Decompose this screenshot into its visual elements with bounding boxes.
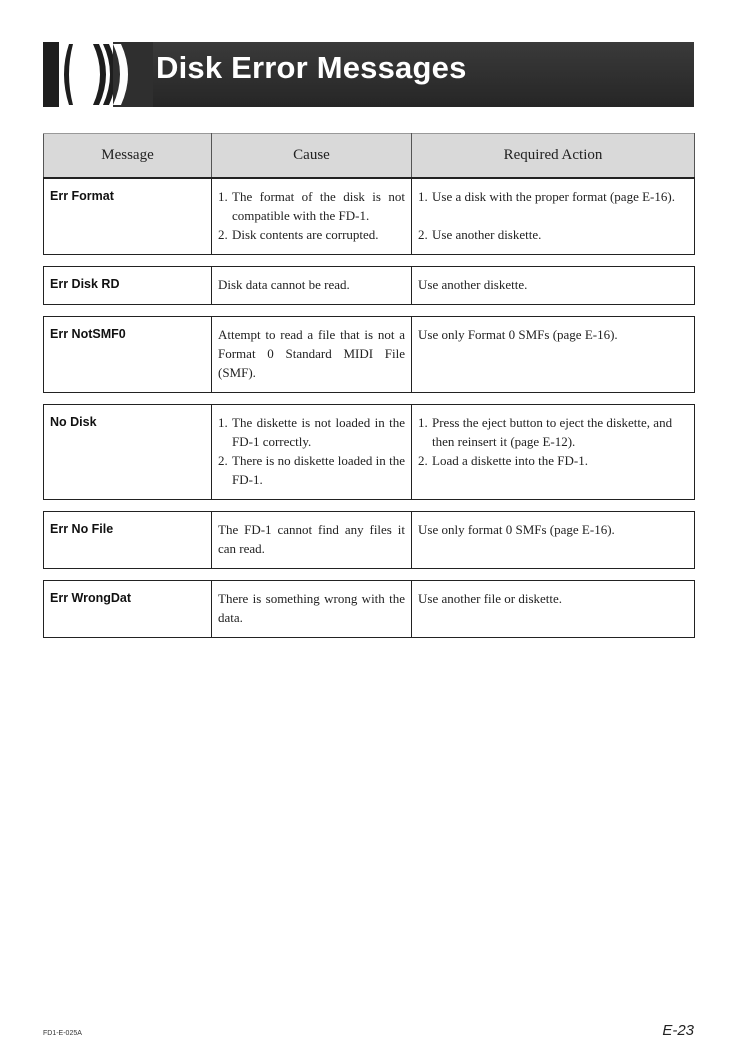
bracket-logo-icon <box>43 42 153 107</box>
message-cell: Err NotSMF0 <box>44 317 212 393</box>
table-header-row <box>44 134 695 179</box>
cause-cell: Attempt to read a file that is not a Format 0 Standard MIDI File (SMF). <box>212 317 412 393</box>
cause-cell: Disk data cannot be read. <box>212 267 412 305</box>
header-message: Message <box>44 134 212 179</box>
table-row-err-format <box>44 178 695 255</box>
action-cell: Use only format 0 SMFs (page E-16). <box>412 512 695 569</box>
header-required-action: Required Action <box>412 134 695 179</box>
table-row-err-no-file <box>44 512 695 569</box>
message-cell: Err No File <box>44 512 212 569</box>
table-row-no-disk <box>44 405 695 500</box>
cause-cell <box>212 405 412 500</box>
action-item: 2. Use another diskette. <box>418 227 542 242</box>
section-banner <box>43 42 694 107</box>
header-cause: Cause <box>212 134 412 179</box>
table-row-err-notsmf0 <box>44 317 695 393</box>
table-row-err-disk-rd <box>44 267 695 305</box>
action-cell <box>412 178 695 255</box>
action-cell: Use only Format 0 SMFs (page E-16). <box>412 317 695 393</box>
message-cell: Err Disk RD <box>44 267 212 305</box>
action-cell <box>412 405 695 500</box>
cause-cell: The FD-1 cannot find any files it can read. <box>212 512 412 569</box>
action-item: 1. Press the eject button to eject the diskette, and then reinsert it (page E-12). <box>418 415 673 449</box>
cause-cell <box>212 178 412 255</box>
table-row-err-wrongdat <box>44 581 695 638</box>
cause-cell: There is something wrong with the data. <box>212 581 412 638</box>
message-cell: Err Format <box>44 178 212 255</box>
message-cell: No Disk <box>44 405 212 500</box>
cause-item: 1. The diskette is not loaded in the FD-1 correctly. <box>218 415 405 449</box>
document-code: FD1-E-025A <box>43 1030 82 1037</box>
cause-item: 1. The format of the disk is not compatible with the FD-1. <box>218 189 405 223</box>
disk-error-table <box>43 133 695 638</box>
cause-item: 2. There is no diskette loaded in the FD-1. <box>218 453 405 487</box>
message-cell: Err WrongDat <box>44 581 212 638</box>
page-number: E-23 <box>662 1022 694 1039</box>
action-cell: Use another diskette. <box>412 267 695 305</box>
action-item: 1. Use a disk with the proper format (page E-16). <box>418 189 675 204</box>
cause-item: 2. Disk contents are corrupted. <box>218 227 379 242</box>
action-item: 2. Load a diskette into the FD-1. <box>418 453 588 468</box>
section-title: Disk Error Messages <box>156 50 467 85</box>
action-cell: Use another file or diskette. <box>412 581 695 638</box>
